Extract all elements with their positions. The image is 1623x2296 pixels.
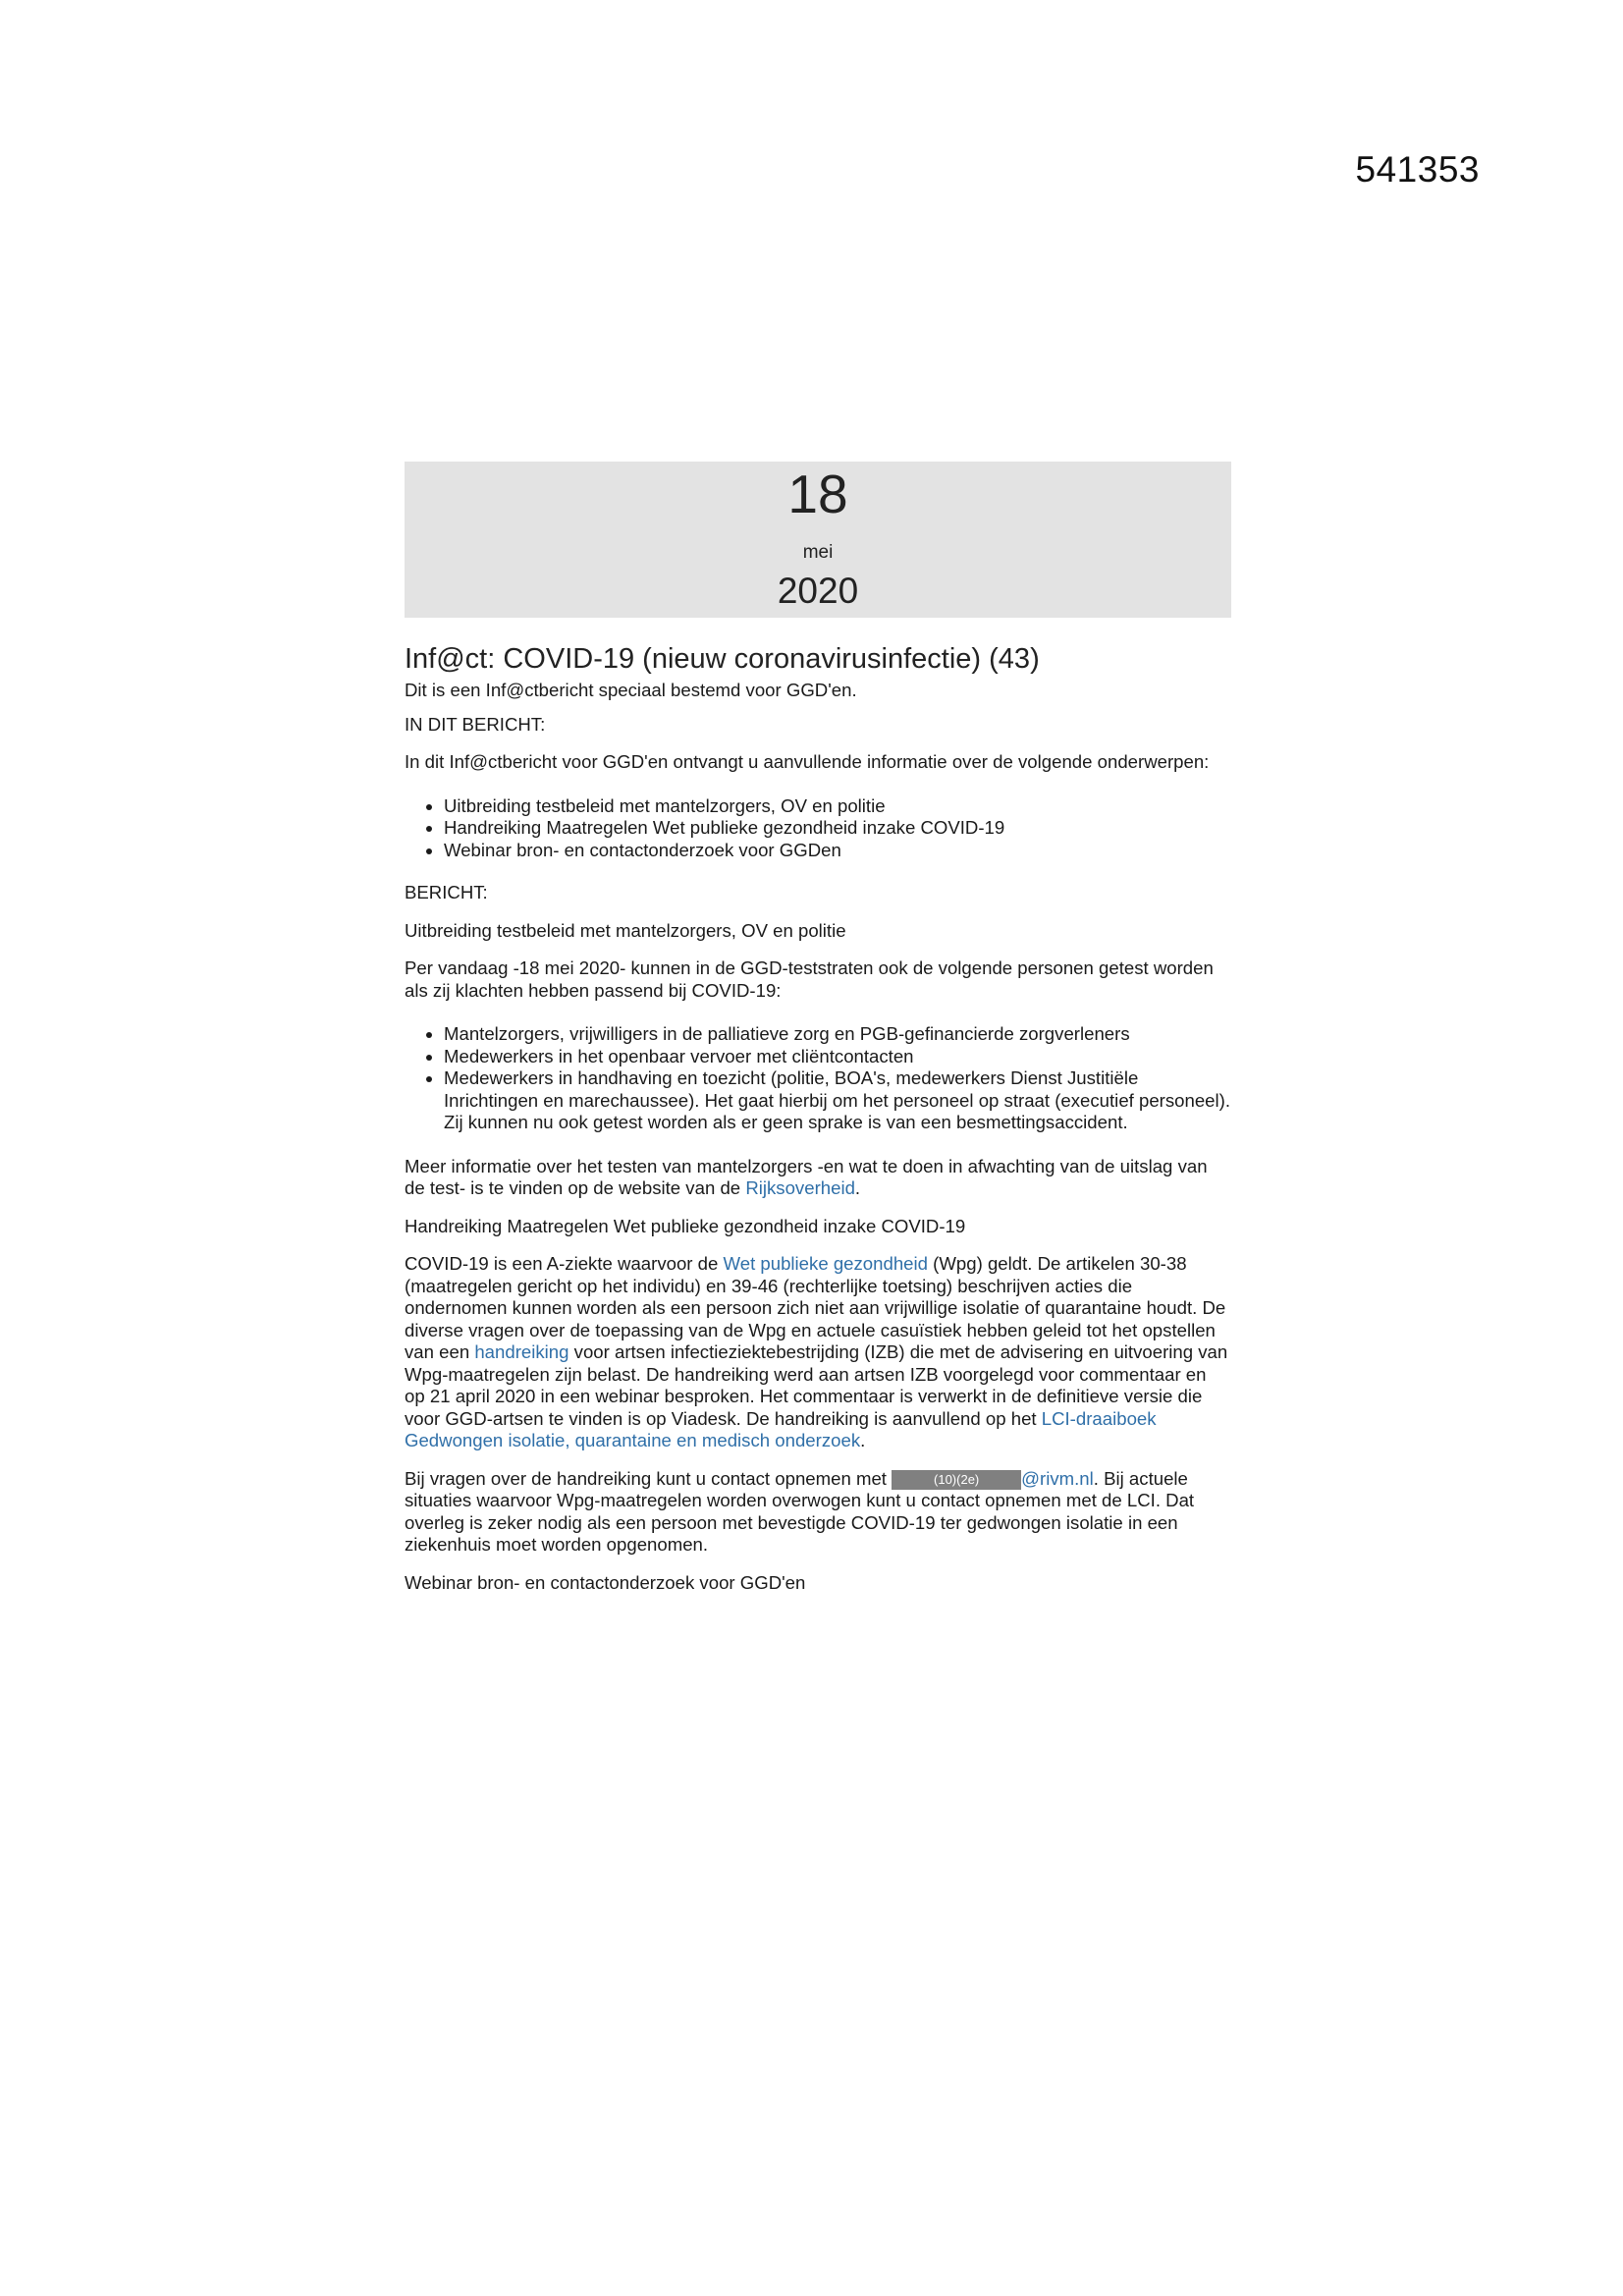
text-span: (Wpg) geldt. De artikelen 30-38 (maatregelen gericht op het individu) en 39-46 (rechterlijke toetsing) beschrijven acties die ondernomen kunnen worden als een persoon zich niet aan vrijwillige isolatie of quarantaine houdt. De diverse vragen over de toepassing van de Wpg en actuele casuïstiek hebben geleid tot het opstellen van een [405, 1253, 1226, 1362]
text-span: Meer informatie over het testen van mantelzorgers -en wat te doen in afwachting van de uitslag van de test- is te vinden op de website van de [405, 1155, 1208, 1198]
text-span: Bij vragen over de handreiking kunt u contact opnemen met [405, 1467, 893, 1489]
section-handreiking-contact [405, 1468, 1231, 1557]
section-handreiking-body [405, 1253, 1231, 1452]
list-item: • Mantelzorgers, vrijwilligers in de palliatieve zorg en PGB-gefinancierde zorgverleners [444, 1023, 1231, 1046]
date-block [405, 462, 1231, 618]
topics-list [405, 795, 1231, 862]
section-heading-testbeleid: Uitbreiding testbeleid met mantelzorgers, OV en politie [405, 919, 846, 941]
date-year: 2020 [777, 571, 859, 611]
bericht-heading: BERICHT: [405, 882, 488, 902]
list-item: • Medewerkers in het openbaar vervoer met cliëntcontacten [444, 1046, 1231, 1068]
rijksoverheid-link[interactable]: Rijksoverheid [745, 1177, 855, 1198]
section-testbeleid-more-info [405, 1156, 1231, 1200]
section-testbeleid-intro: Per vandaag -18 mei 2020- kunnen in de GGD-teststraten ook de volgende personen getest worden als zij klachten hebben passend bij COVID-19: [405, 957, 1214, 1001]
section-heading-webinar: Webinar bron- en contactonderzoek voor GGD'en [405, 1571, 806, 1593]
lci-draaiboek-link[interactable]: LCI-draaiboek Gedwongen isolatie, quarantaine en medisch onderzoek [405, 1407, 1157, 1450]
summary-text: In dit Inf@ctbericht voor GGD'en ontvangt u aanvullende informatie over de volgende onderwerpen: [405, 751, 1210, 772]
redacted-email-block: (10)(2e) [892, 1470, 1021, 1490]
date-day: 18 [787, 464, 848, 524]
message-title: Inf@ct: COVID-19 (nieuw coronavirusinfectie) (43) [405, 643, 1040, 675]
topic-item: • Webinar bron- en contactonderzoek voor GGDen [444, 840, 1231, 862]
in-dit-bericht-heading: IN DIT BERICHT: [405, 713, 546, 735]
testbeleid-list [405, 1023, 1231, 1134]
message-content [405, 462, 1231, 1594]
topic-item: • Uitbreiding testbeleid met mantelzorgers, OV en politie [444, 795, 1231, 818]
text-span: . [860, 1430, 866, 1450]
handreiking-link[interactable]: handreiking [474, 1341, 569, 1362]
text-span: COVID-19 is een A-ziekte waarvoor de [405, 1253, 724, 1274]
text-span: voor artsen infectieziektebestrijding (IZB) die met de advisering en uitvoering van Wpg-maatregelen zijn belast. De handreiking werd aan artsen IZB voorgelegd voor commentaar en op 21 april 2020 in een webinar besproken. Het commentaar is verwerkt in de definitieve versie die voor GGD-artsen te vinden is op Viadesk. De handreiking is aanvullend op het [405, 1341, 1228, 1429]
section-heading-handreiking: Handreiking Maatregelen Wet publieke gezondheid inzake COVID-19 [405, 1215, 966, 1236]
topic-item: • Handreiking Maatregelen Wet publieke gezondheid inzake COVID-19 [444, 817, 1231, 840]
list-item: • Medewerkers in handhaving en toezicht (politie, BOA's, medewerkers Dienst Justitiële Inrichtingen en marechaussee). Het gaat hierbij om het personeel op straat (executief personeel). Zij kunnen nu ook getest worden als er geen sprake is van een besmettingsaccident. [444, 1067, 1231, 1134]
email-link[interactable]: @rivm.nl [1021, 1467, 1094, 1489]
text-span: . [854, 1177, 861, 1198]
intro-text: Dit is een Inf@ctbericht speciaal bestemd voor GGD'en. [405, 680, 857, 700]
text-span: . Bij actuele situaties waarvoor Wpg-maatregelen worden overwogen kunt u contact opnemen met de LCI. Dat overleg is zeker nodig als een persoon met bevestigde COVID-19 ter gedwongen isolatie in een ziekenhuis moet worden opgenomen. [405, 1467, 1195, 1555]
date-month: mei [802, 542, 834, 563]
wpg-link[interactable]: Wet publieke gezondheid [723, 1253, 928, 1274]
document-id: 541353 [1355, 149, 1480, 190]
